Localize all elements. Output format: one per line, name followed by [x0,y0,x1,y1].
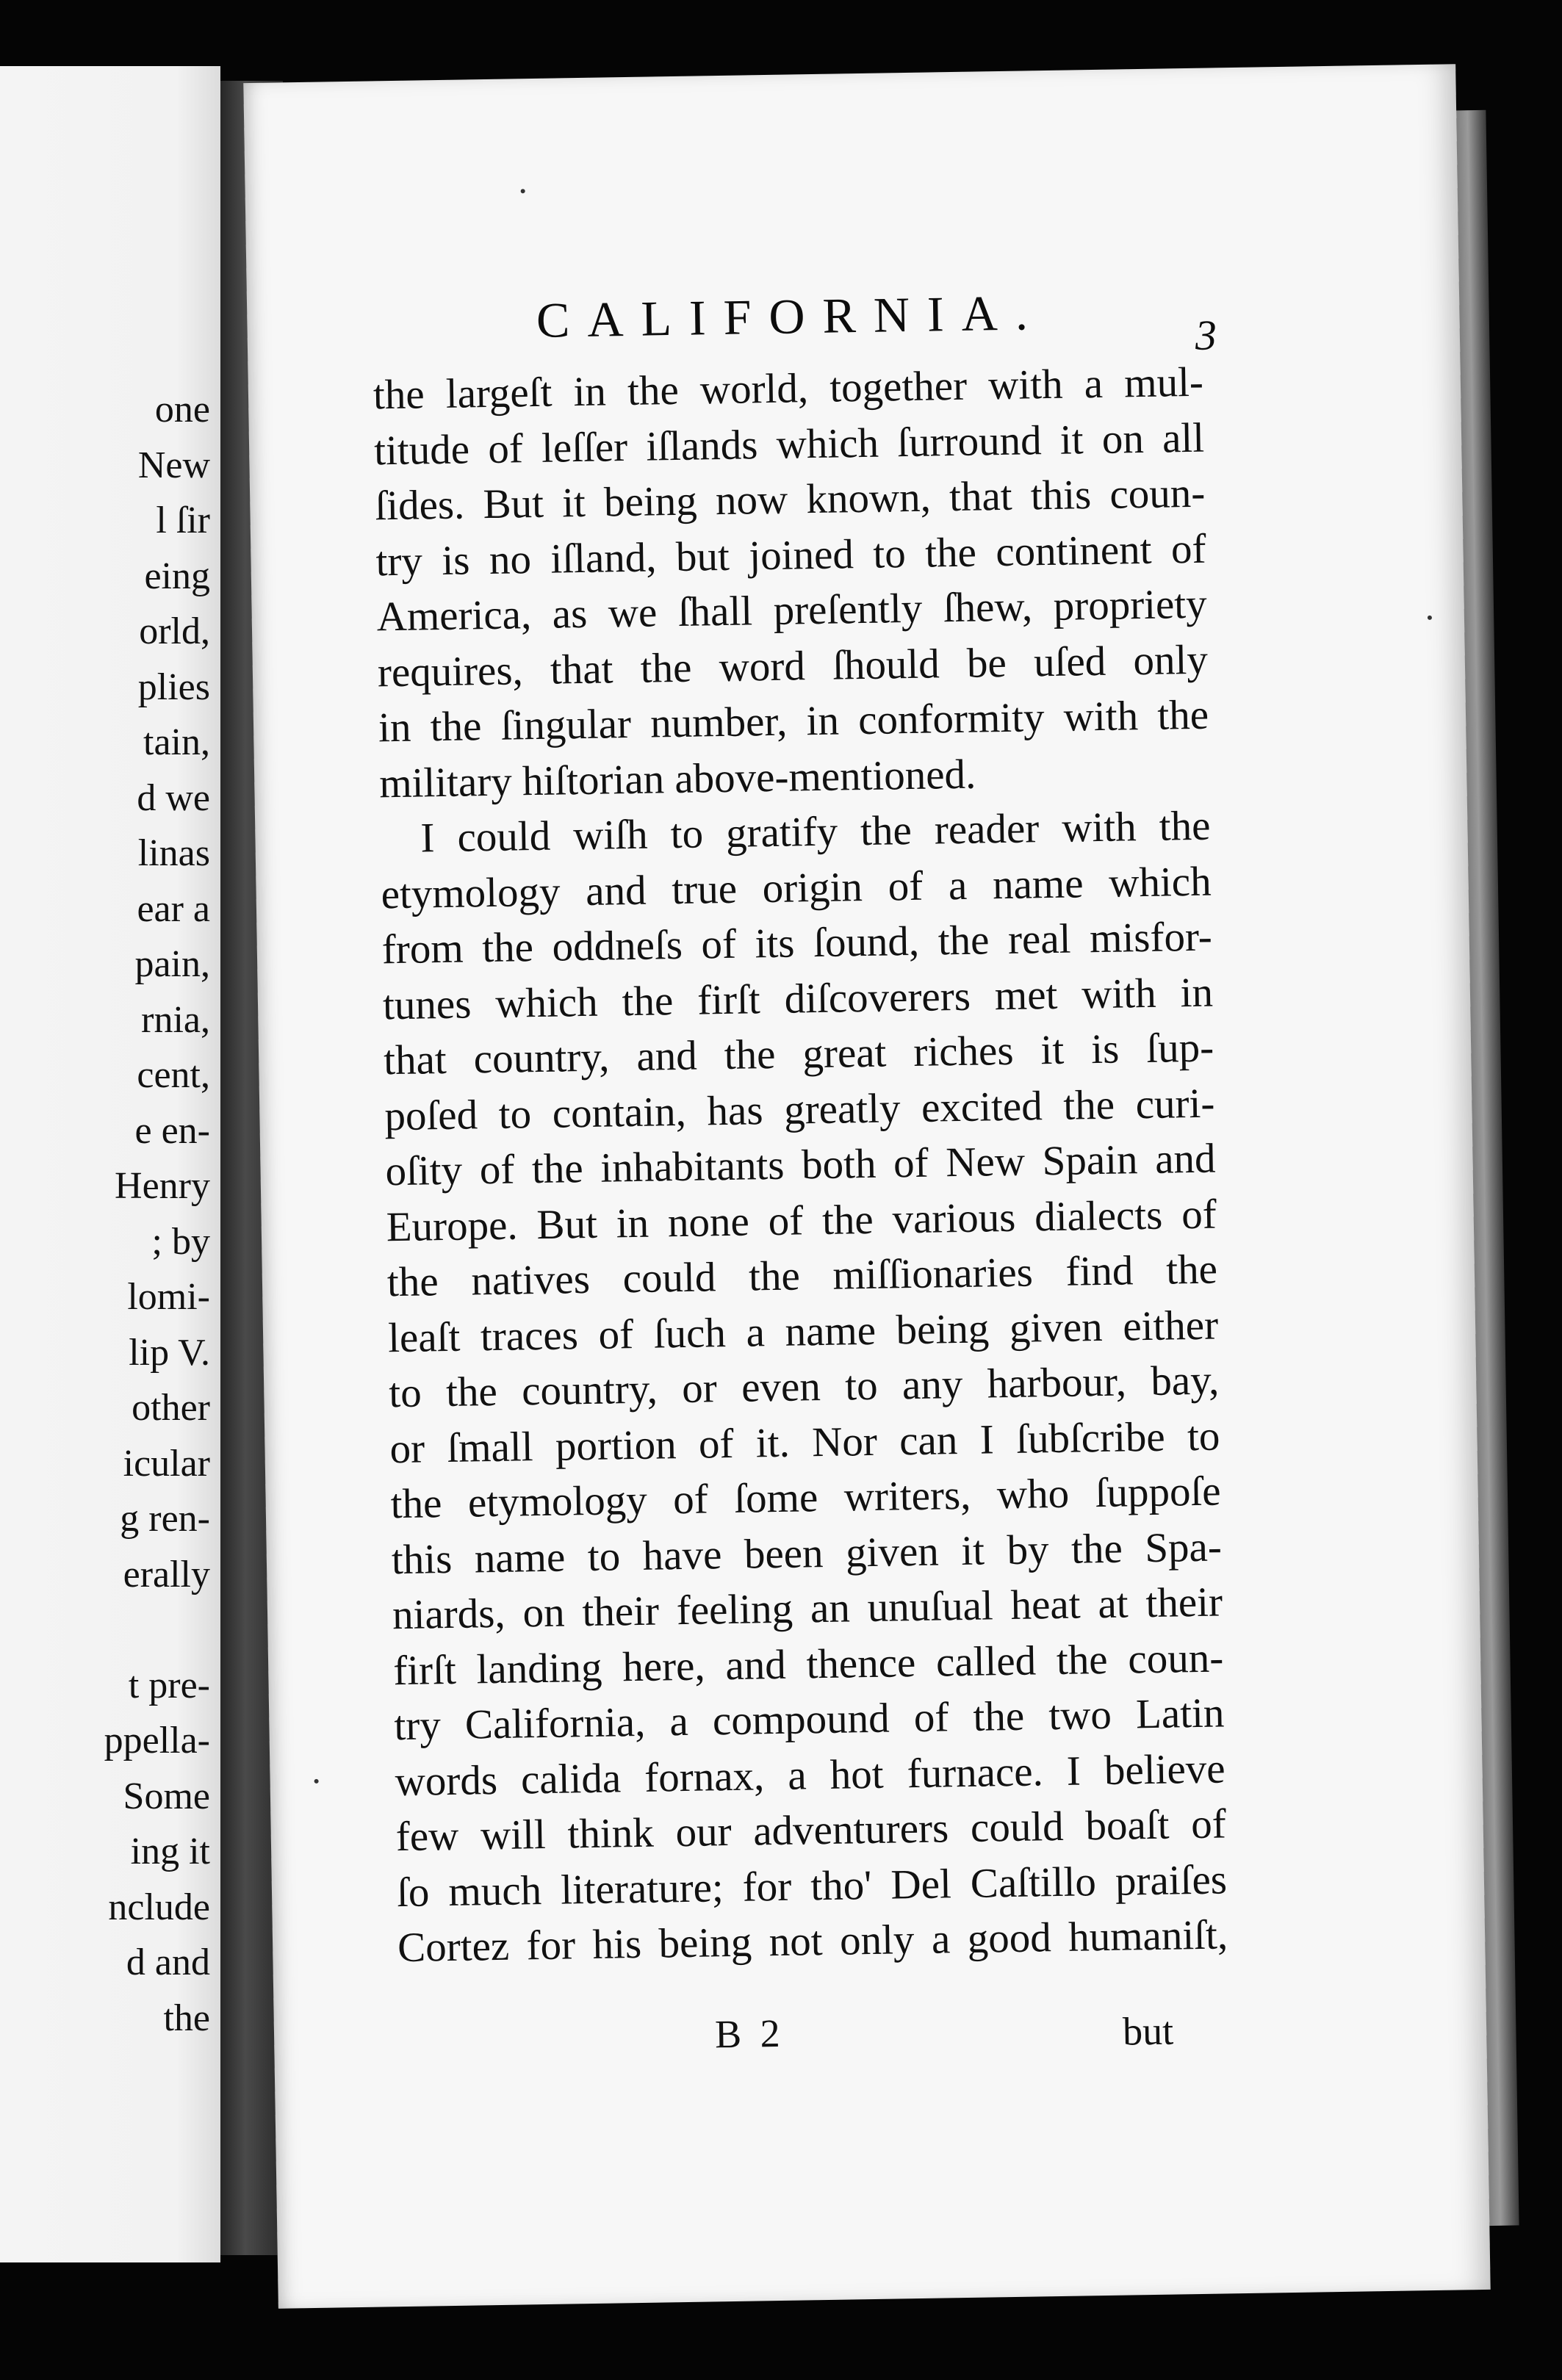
left-fragment: one [154,389,210,430]
left-fragment: d we [137,776,210,819]
left-fragment: Henry [115,1165,210,1207]
left-fragment: lomi- [127,1276,210,1318]
text-line: try is no iſland, but joined to the continent of [375,525,1206,585]
text-line: the etymology of ſome writers, who ſuppoſe [390,1468,1222,1528]
text-line: niards, on their feeling an unuſual heat at their [392,1579,1223,1639]
text-line: Cortez for his being not only a good humaniſt, [397,1911,1228,1972]
text-line: poſed to contain, has greatly excited the curi- [384,1080,1215,1139]
left-fragment: cent, [137,1054,210,1096]
left-fragment: rnia, [141,998,210,1041]
text-line: ſides. But it being now known, that this coun- [374,469,1206,530]
left-fragment: icular [123,1442,210,1485]
text-line: firſt landing here, and thence called the coun- [392,1634,1224,1694]
text-line: I could wiſh to gratify the reader with the [420,802,1211,862]
text-line: that country, and the great riches it is ſup- [383,1024,1214,1084]
left-fragment [4,1602,210,1658]
text-line: in the ſingular number, in conformity with the [378,691,1209,751]
text-line: military hiſtorian above-mentioned. [378,751,976,807]
left-fragment: tain, [143,721,210,763]
text-line: tunes which the firſt diſcoverers met with in [382,969,1214,1028]
ink-speck [314,1779,319,1784]
previous-page-text-fragments [4,382,210,2046]
left-fragment: erally [123,1553,210,1595]
text-line: the largeſt in the world, together with a mul- [372,358,1204,419]
left-fragment: e en- [134,1109,210,1152]
left-fragment: ; by [151,1220,210,1263]
left-fragment: other [132,1387,210,1429]
left-fragment: lip V. [129,1331,210,1374]
left-fragment: g ren- [120,1498,210,1540]
page-number: 3 [1195,311,1217,359]
text-line: requires, that the word ſhould be uſed only [377,636,1209,696]
left-fragment: Some [123,1775,210,1817]
ink-speck [1428,616,1432,620]
previous-page-edge [0,66,220,2262]
left-fragment: orld, [139,610,210,652]
left-fragment: plies [137,666,210,708]
text-line: oſity of the inhabitants both of New Spain and [385,1135,1216,1195]
book-page [243,64,1490,2309]
signature-mark: B 2 [714,2011,785,2057]
catchword: but [1122,2008,1174,2054]
left-fragment: New [137,444,210,486]
left-fragment: t pre- [128,1664,210,1706]
left-fragment: ear a [137,887,210,930]
left-fragment: pain, [134,943,210,985]
ink-speck [521,189,525,193]
text-line: titude of leſſer iſlands which ſurround it on all [373,414,1205,474]
left-fragment: eing [144,555,210,597]
text-line: leaſt traces of ſuch a name being given either [387,1302,1219,1361]
text-line: this name to have been given it by the Spa- [391,1523,1223,1583]
left-fragment: ing it [130,1831,210,1872]
page-body-text [372,355,1228,1976]
left-fragment: linas [137,832,210,874]
text-line: or ſmall portion of it. Nor can I ſubſcribe to [389,1413,1220,1472]
text-line: to the country, or even to any harbour, bay, [388,1357,1220,1417]
left-fragment: the [163,1997,210,2039]
text-line: ſo much literature; for tho' Del Caſtillo praiſes [396,1856,1228,1916]
left-fragment: ppella- [104,1720,210,1761]
running-head: CALIFORNIA. [536,284,1046,348]
text-line: America, as we ſhall preſently ſhew, propriety [376,580,1208,641]
text-line: words calida fornax, a hot furnace. I believe [395,1745,1226,1805]
left-fragment: l ſir [156,500,210,541]
text-line: the natives could the miſſionaries find the [386,1246,1218,1306]
text-line: from the oddneſs of its ſound, the real misfor- [381,913,1213,973]
text-line: Europe. But in none of the various dialects of [386,1191,1217,1250]
text-line: try California, a compound of the two Latin [393,1690,1225,1750]
left-fragment: d and [126,1941,210,1983]
left-fragment: nclude [108,1886,210,1928]
text-line: few will think our adventurers could boaſt of [395,1800,1227,1861]
text-line: etymology and true origin of a name which [381,858,1212,917]
